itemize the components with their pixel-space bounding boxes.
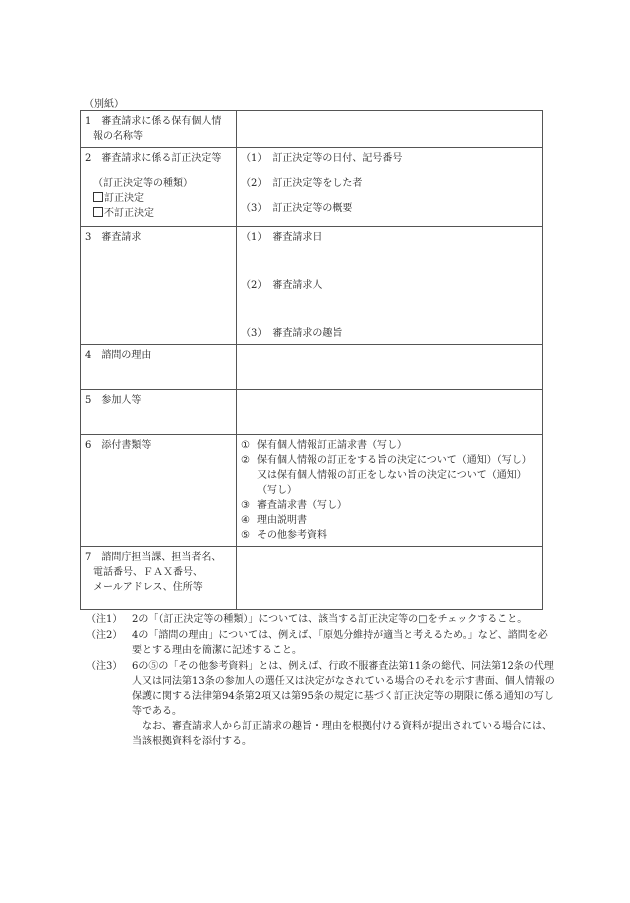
table-row [81, 227, 543, 345]
row-label: 3 審査請求 [81, 227, 237, 345]
consultation-form-table [80, 110, 543, 610]
attachment-item: ① 保有個人情報訂正請求書（写し） [241, 440, 407, 451]
table-row [81, 345, 543, 390]
row-label: 2 審査請求に係る訂正決定等 （訂正決定等の種類） 訂正決定 不訂正決定 [81, 148, 237, 227]
table-row [81, 148, 543, 227]
row-value[interactable]: （1） 訂正決定等の日付、記号番号 （2） 訂正決定等をした者 （3） 訂正決定等の概要 [237, 148, 543, 227]
row-value[interactable] [237, 111, 543, 148]
row-label: 1 審査請求に係る保有個人情 報の名称等 [81, 111, 237, 148]
note-item: （注3） 6の⑤の「その他参考資料」とは、例えば、行政不服審査法第11条の総代、同法第12条の代理人又は同法第13条の参加人の選任又は決定がなされている場合のそれを示す書面、個人情報の保護に関する法律第94条第2項又は第95条の規定に基づく訂正決定等の期限に係る通知の写し等である。 なお、審査請求人から訂正請求の趣旨・理由を根拠付ける資料が提出されている場合には、当該根拠資料を添付する。 [86, 661, 555, 747]
attachment-item: ⑤ その他参考資料 [241, 530, 327, 541]
table-row [81, 111, 543, 148]
checkbox-icon[interactable] [93, 207, 103, 217]
row-value[interactable] [237, 390, 543, 435]
option-non-correction[interactable]: 不訂正決定 [85, 206, 232, 221]
row-value [237, 435, 543, 547]
table-row [81, 547, 543, 610]
attachment-item: ③ 審査請求書（写し） [241, 500, 347, 511]
attachment-item: ④ 理由説明書 [241, 515, 307, 526]
row-label: 4 諮問の理由 [81, 345, 237, 390]
row-value[interactable] [237, 345, 543, 390]
attachment-item: ② 保有個人情報の訂正をする旨の決定について（通知）（写し）又は保有個人情報の訂正をしない旨の決定について（通知）（写し） [241, 455, 532, 496]
table-row [81, 390, 543, 435]
page-label: （別紙） [84, 99, 124, 110]
row-label: 7 諮問庁担当課、担当者名、 電話番号、ＦＡＸ番号、 メールアドレス、住所等 [81, 547, 237, 610]
notes-section [86, 612, 556, 750]
checkbox-icon[interactable] [93, 192, 103, 202]
note-item: （注2） 4の「諮問の理由」については、例えば、「原処分維持が適当と考えるため。」など、諮問を必要とする理由を簡潔に記述すること。 [86, 630, 548, 656]
row-value[interactable] [237, 547, 543, 610]
option-correction[interactable]: 訂正決定 [85, 191, 232, 206]
table-row [81, 435, 543, 547]
note-item: （注1） 2の「（訂正決定等の種類）」については、該当する訂正決定等の□をチェックすること。 [86, 614, 528, 625]
row-value[interactable]: （1） 審査請求日 （2） 審査請求人 （3） 審査請求の趣旨 [237, 227, 543, 345]
row-label: 5 参加人等 [81, 390, 237, 435]
row-label: 6 添付書類等 [81, 435, 237, 547]
